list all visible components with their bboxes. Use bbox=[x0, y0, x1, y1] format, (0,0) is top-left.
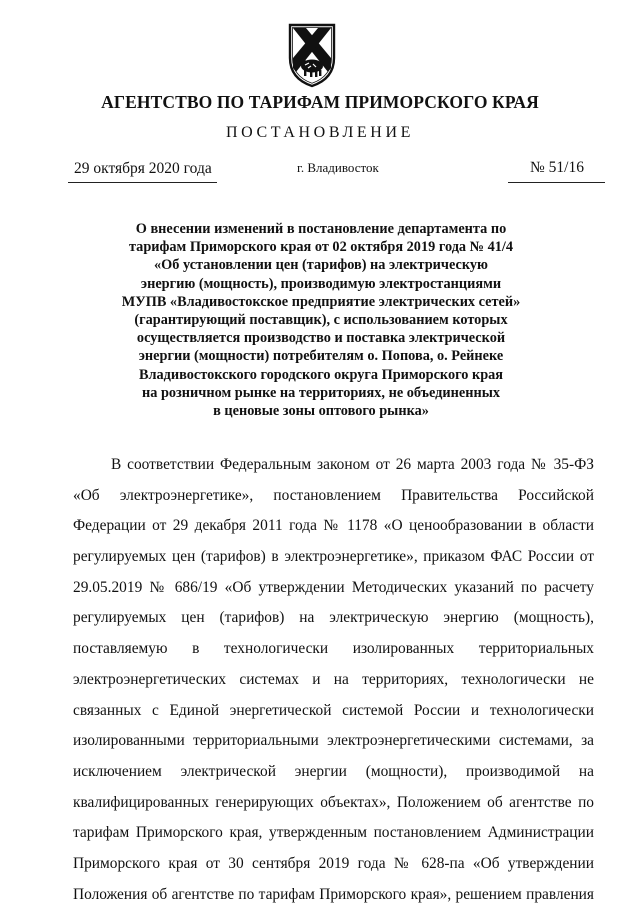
title-line: (гарантирующий поставщик), с использованием которых bbox=[134, 312, 508, 329]
title-line: энергию (мощность), производимую электростанциями bbox=[140, 275, 502, 292]
document-type: ПОСТАНОВЛЕНИЕ bbox=[226, 124, 414, 141]
document-date: 29 октября 2020 года bbox=[74, 160, 212, 177]
title-line: «Об установлении цен (тарифов) на электрическую bbox=[154, 257, 488, 274]
agency-name: АГЕНТСТВО ПО ТАРИФАМ ПРИМОРСКОГО КРАЯ bbox=[101, 92, 539, 112]
body-line: Федерации от 29 декабря 2011 года № 1178 «О ценообразовании в области bbox=[73, 517, 594, 535]
body-line: квалифицированных генерирующих объектах», Положением об агентстве по bbox=[73, 793, 594, 811]
body-line: регулируемых цен (тарифов) на электрическую энергию (мощность), bbox=[73, 609, 594, 627]
primorsky-krai-coat-of-arms-icon bbox=[284, 22, 340, 88]
document-number: № 51/16 bbox=[530, 159, 584, 176]
title-line: на розничном рынке на территориях, не объединенных bbox=[141, 384, 501, 401]
title-line: энергии (мощности) потребителям о. Попова, о. Рейнеке bbox=[138, 348, 504, 365]
body-line: исключением электрической энергии (мощности), производимой на bbox=[73, 762, 594, 780]
title-line: тарифам Приморского края от 02 октября 2019 года № 41/4 bbox=[128, 239, 514, 256]
number-underline bbox=[508, 182, 605, 183]
body-line: изолированными территориальными электроэнергетическими системами, за bbox=[73, 732, 594, 750]
body-line: 29.05.2019 № 686/19 «Об утверждении Методических указаний по расчету bbox=[73, 578, 594, 596]
body-line: Положения об агентстве по тарифам Приморского края», решением правления bbox=[73, 885, 594, 903]
body-paragraph bbox=[73, 450, 594, 910]
title-line: Владивостокского городского округа Приморского края bbox=[138, 366, 504, 383]
title-line: МУПВ «Владивостокское предприятие электрических сетей» bbox=[121, 293, 521, 310]
body-line: В соответствии Федеральным законом от 26 марта 2003 года № 35-ФЗ bbox=[111, 456, 594, 473]
title-line: в ценовые зоны оптового рынка» bbox=[213, 403, 429, 420]
title-line: осуществляется производство и поставка электрической bbox=[136, 330, 506, 347]
body-line: «Об электроэнергетике», постановлением Правительства Российской bbox=[73, 486, 594, 504]
body-line: электроэнергетических системах и на территориях, технологически не bbox=[73, 670, 594, 688]
body-line: регулируемых цен (тарифов) в электроэнергетике», приказом ФАС России от bbox=[73, 548, 594, 566]
body-line: поставляемую в технологически изолированных территориальных bbox=[73, 640, 594, 658]
title-line: О внесении изменений в постановление департамента по bbox=[135, 221, 507, 237]
body-line: Приморского края от 30 сентября 2019 года № 628-па «Об утверждении bbox=[73, 854, 594, 872]
document-city: г. Владивосток bbox=[297, 160, 379, 175]
date-underline bbox=[68, 182, 217, 183]
body-line: связанных с Единой энергетической системой России и технологически bbox=[73, 701, 594, 719]
body-line: тарифам Приморского края, утвержденным постановлением Администрации bbox=[73, 824, 594, 842]
document-title bbox=[60, 220, 582, 420]
